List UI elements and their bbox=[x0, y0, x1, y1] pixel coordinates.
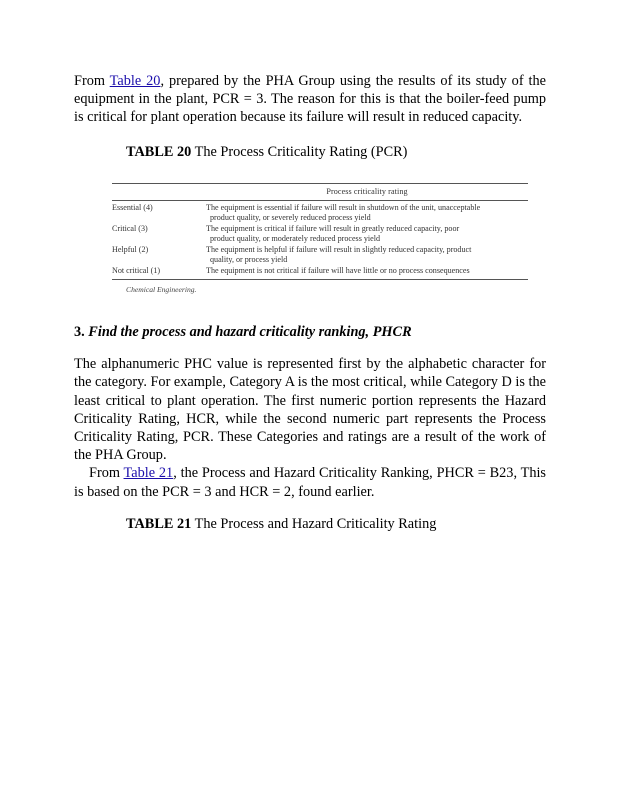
intro-text-post: , prepared by the PHA Group using the results of its study of the equipment in the plant, PCR = 3. The reason for this is that the boiler-feed pump is critical for plant operation because its failure will result in reduced capacity. bbox=[74, 73, 546, 126]
section-3-body: The alphanumeric PHC value is represented first by the alphabetic character for the category. For example, Category A is the most critical, while Category D is the least critical to plant operation. The first numeric portion represents the Hazard Criticality Rating, HCR, while the second numeric part represents the Process Criticality Rating, PCR. These Categories and ratings are a result of the work of the PHA Group. bbox=[74, 356, 546, 464]
table-20-link[interactable]: Table 20 bbox=[109, 73, 161, 89]
row-description-line: The equipment is not critical if failure will have little or no process consequences bbox=[206, 265, 470, 275]
intro-text-pre: From bbox=[74, 73, 110, 89]
row-description bbox=[206, 245, 528, 265]
table-21-paragraph bbox=[74, 464, 546, 500]
table-row bbox=[112, 244, 528, 265]
section-3-heading bbox=[74, 323, 546, 341]
table-row bbox=[112, 265, 528, 276]
table-20-title: The Process Criticality Rating (PCR) bbox=[191, 143, 408, 160]
row-description-continuation: product quality, or severely reduced process yield bbox=[210, 212, 371, 222]
table-header: Process criticality rating bbox=[112, 184, 528, 201]
section-3-title: Find the process and hazard criticality ranking, PHCR bbox=[84, 323, 412, 340]
table-body bbox=[112, 201, 528, 280]
row-category: Helpful (2) bbox=[112, 244, 149, 254]
row-category: Essential (4) bbox=[112, 202, 153, 212]
para2-text-post: , the Process and Hazard Criticality Ranking, PHCR = B23, This is based on the PCR = 3 and HCR = 2, found earlier. bbox=[74, 465, 546, 500]
row-description bbox=[206, 224, 528, 244]
document-page bbox=[74, 72, 546, 533]
process-criticality-table bbox=[112, 183, 528, 295]
table-20-label: TABLE 20 bbox=[126, 143, 192, 160]
table-row bbox=[112, 201, 528, 223]
table-20-caption bbox=[74, 143, 546, 161]
table-row bbox=[112, 223, 528, 244]
table-source-note: Chemical Engineering. bbox=[126, 284, 197, 294]
row-description-continuation: quality, or process yield bbox=[210, 254, 288, 264]
intro-paragraph bbox=[74, 72, 546, 127]
row-category: Critical (3) bbox=[112, 223, 148, 233]
section-3-number: 3. bbox=[74, 323, 85, 340]
row-description-line: The equipment is helpful if failure will result in slightly reduced capacity, product bbox=[206, 244, 472, 254]
row-description-line: The equipment is essential if failure will result in shutdown of the unit, unacceptable bbox=[206, 202, 481, 212]
table-21-link[interactable]: Table 21 bbox=[123, 465, 174, 482]
table-21-caption bbox=[74, 515, 546, 533]
table-21-title: The Process and Hazard Criticality Rating bbox=[191, 515, 437, 532]
table-21-label: TABLE 21 bbox=[126, 515, 192, 532]
para2-text-pre: From bbox=[89, 465, 124, 482]
row-description-line: The equipment is critical if failure will result in greatly reduced capacity, poor bbox=[206, 223, 460, 233]
row-description bbox=[206, 266, 528, 276]
row-description bbox=[206, 203, 528, 223]
row-description-continuation: product quality, or moderately reduced process yield bbox=[210, 233, 381, 243]
row-category: Not critical (1) bbox=[112, 265, 161, 275]
